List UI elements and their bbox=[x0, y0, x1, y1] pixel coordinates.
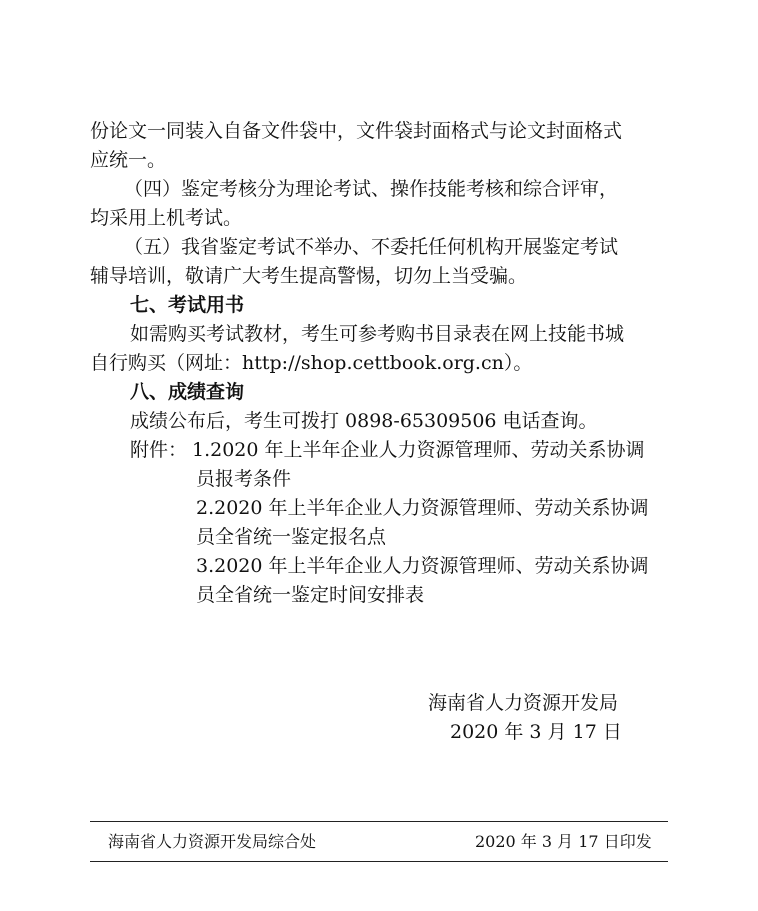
attachments-label: 附件： bbox=[130, 439, 188, 461]
paragraph-line: 如需购买考试教材，考生可参考购书目录表在网上技能书城 bbox=[130, 323, 625, 345]
footer-rule-top bbox=[90, 821, 668, 822]
paragraph-line: 成绩公布后，考生可拨打 0898-65309506 电话查询。 bbox=[130, 410, 598, 432]
footer-issuer: 海南省人力资源开发局综合处 bbox=[108, 832, 317, 851]
section-heading-scores: 八、成绩查询 bbox=[130, 381, 245, 403]
attachment-item-3-cont: 员全省统一鉴定时间安排表 bbox=[196, 584, 425, 606]
attachment-item-2: 2.2020 年上半年企业人力资源管理师、劳动关系协调 bbox=[196, 497, 649, 519]
footer-issue-date: 2020 年 3 月 17 日印发 bbox=[475, 832, 652, 851]
paragraph-line: （五）我省鉴定考试不举办、不委托任何机构开展鉴定考试 bbox=[124, 236, 619, 258]
paragraph-line: 均采用上机考试。 bbox=[90, 207, 243, 229]
paragraph-line: 辅导培训，敬请广大考生提高警惕，切勿上当受骗。 bbox=[90, 265, 528, 287]
attachment-item-3: 3.2020 年上半年企业人力资源管理师、劳动关系协调 bbox=[196, 555, 649, 577]
attachment-item-2-cont: 员全省统一鉴定报名点 bbox=[196, 526, 387, 548]
footer-rule-bottom bbox=[90, 861, 668, 862]
paragraph-line: 自行购买（网址：http://shop.cettbook.org.cn）。 bbox=[90, 352, 533, 374]
paragraph-line: 应统一。 bbox=[90, 149, 167, 171]
signature-date: 2020 年 3 月 17 日 bbox=[450, 721, 622, 743]
signature-org: 海南省人力资源开发局 bbox=[428, 692, 619, 714]
section-heading-books: 七、考试用书 bbox=[130, 294, 245, 316]
paragraph-line: （四）鉴定考核分为理论考试、操作技能考核和综合评审， bbox=[124, 178, 619, 200]
attachment-item-1: 1.2020 年上半年企业人力资源管理师、劳动关系协调 bbox=[192, 439, 645, 461]
attachment-item-1-cont: 员报考条件 bbox=[196, 468, 292, 490]
paragraph-line: 份论文一同装入自备文件袋中，文件袋封面格式与论文封面格式 bbox=[90, 120, 623, 142]
